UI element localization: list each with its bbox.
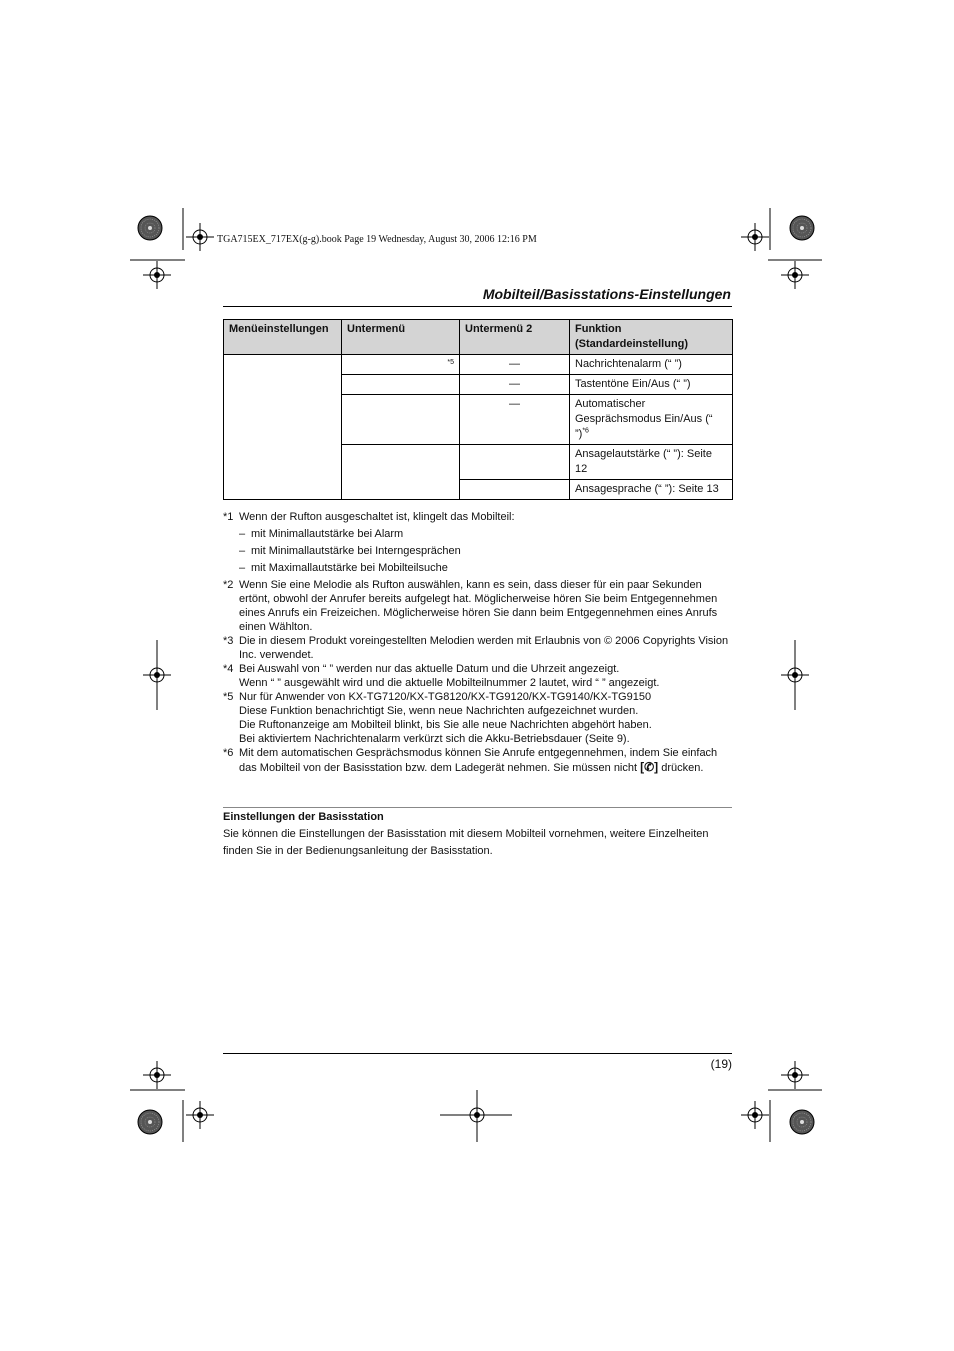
column-header-submenu2: Untermenü 2 (460, 320, 570, 355)
footnote-4 (223, 662, 733, 690)
list-item (223, 527, 733, 541)
footnote-text: Die in diesem Produkt voreingestellten Melodien werden mit Erlaubnis von © 2006 Copyrights Vision Inc. verwendet. (239, 635, 729, 661)
footnote-mark: *4 (223, 663, 234, 675)
submenu-cell (342, 355, 460, 375)
column-header-submenu: Untermenü (342, 320, 460, 355)
column-header-menu: Menüeinstellungen (224, 320, 342, 355)
list-item-text: mit Maximallautstärke bei Mobilteilsuche (251, 562, 448, 574)
footnote-line: Bei aktiviertem Nachrichtenalarm verkürzt sich die Akku-Betriebsdauer (Seite 9). (239, 733, 630, 745)
color-target-icon (138, 216, 162, 240)
bullet-dash: – (239, 545, 246, 557)
function-cell: Ansagesprache (“ ”): Seite 13 (570, 480, 733, 500)
footnote-mark: *6 (223, 747, 234, 759)
footnote-text: Wenn der Rufton ausgeschaltet ist, klingelt das Mobilteil: (239, 511, 515, 523)
footnote-line: Diese Funktion benachrichtigt Sie, wenn neue Nachrichten aufgezeichnet wurden. (239, 705, 639, 717)
footnote-text (239, 746, 733, 775)
bullet-dash: – (239, 562, 246, 574)
function-cell: Nachrichtenalarm (“ ”) (570, 355, 733, 375)
settings-table (223, 319, 733, 500)
footnote-line: Mit dem automatischen Gesprächsmodus können Sie Anrufe entgegennehmen, indem Sie einfach das Mobilteil von der Basisstation bzw. dem Ladegerät nehmen. Sie müssen nicht (239, 747, 718, 774)
crosshair-icon (143, 1061, 171, 1089)
color-target-icon (138, 1110, 162, 1134)
file-header: TGA715EX_717EX(g-g).book Page 19 Wednesday, August 30, 2006 12:16 PM (217, 234, 537, 245)
bullet-dash: – (239, 528, 246, 540)
footnote-mark: *2 (223, 579, 234, 591)
function-cell (570, 395, 733, 445)
submenu2-cell: — (460, 355, 570, 375)
footnote-line: Nur für Anwender von KX-TG7120/KX-TG8120/KX-TG9120/KX-TG9140/KX-TG9150 (239, 691, 652, 703)
footnote-3 (223, 634, 733, 662)
table-header-row (224, 320, 733, 355)
footnote-ref: *5 (447, 359, 454, 366)
footnote-1 (223, 510, 733, 524)
footnote-line: Die Ruftonanzeige am Mobilteil blinkt, bis Sie alle neue Nachrichten abgehört haben. (239, 719, 652, 731)
footer-rule (223, 1053, 732, 1054)
footnote-text (239, 690, 733, 746)
footnote-mark: *1 (223, 511, 234, 523)
list-item-text: mit Minimallautstärke bei Interngesprächen (251, 545, 461, 557)
color-target-icon (790, 1110, 814, 1134)
talk-key-icon: [✆] (640, 760, 659, 774)
table-row (224, 355, 733, 375)
submenu-cell (342, 395, 460, 445)
page-number: (19) (710, 1057, 732, 1071)
submenu2-cell (460, 445, 570, 480)
crosshair-icon (741, 223, 769, 251)
submenu2-cell (460, 480, 570, 500)
function-cell: Tastentöne Ein/Aus (“ ”) (570, 375, 733, 395)
list-item (223, 544, 733, 558)
crosshair-icon (186, 1101, 214, 1129)
submenu-cell (342, 375, 460, 395)
submenu2-cell: — (460, 395, 570, 445)
crosshair-icon (143, 261, 171, 289)
submenu2-cell: — (460, 375, 570, 395)
list-item-text: mit Minimallautstärke bei Alarm (251, 528, 404, 540)
footnote-2 (223, 578, 733, 634)
menu-cell (224, 355, 342, 500)
footnote-line: drücken. (661, 762, 704, 774)
footnote-text (239, 662, 733, 690)
footnote-6 (223, 746, 733, 775)
list-item (223, 561, 733, 575)
footnote-line: Wenn “ ” ausgewählt wird und die aktuelle Mobilteilnummer 2 lautet, wird “ ” angezeigt. (239, 677, 660, 689)
footnotes (223, 510, 733, 775)
section-title: Mobilteil/Basisstations-Einstellungen (482, 286, 731, 302)
crosshair-icon (186, 223, 214, 251)
footnote-line: Bei Auswahl von “ ” werden nur das aktuelle Datum und die Uhrzeit angezeigt. (239, 663, 620, 675)
section-divider (223, 807, 732, 808)
submenu-cell (342, 445, 460, 500)
footnote-5 (223, 690, 733, 746)
header-rule (223, 306, 732, 307)
crosshair-icon (781, 1061, 809, 1089)
function-cell: Ansagelautstärke (“ ”): Seite 12 (570, 445, 733, 480)
footnote-text: Wenn Sie eine Melodie als Rufton auswählen, kann es sein, dass dieser für ein paar Sekunden ertönt, obwohl der Anrufer bereits aufgelegt hat. Möglicherweise hören Sie beim Entgegennehmen eines Anrufs ein Freizeichen. Möglicherweise hören Sie dann beim Entgegennehmen eines Anrufs einen Wählton. (239, 579, 718, 633)
color-target-icon (790, 216, 814, 240)
footnote-mark: *5 (223, 691, 234, 703)
function-text: Automatischer Gesprächsmodus Ein/Aus (“ ”) (575, 398, 713, 440)
column-header-function: Funktion (Standardeinstellung) (570, 320, 733, 355)
crosshair-icon (781, 261, 809, 289)
footnote-ref: *6 (582, 427, 589, 435)
footnote-mark: *3 (223, 635, 234, 647)
base-settings-text: Sie können die Einstellungen der Basisstation mit diesem Mobilteil vornehmen, weitere Einzelheiten finden Sie in der Bedienungsanleitung der Basisstation. (223, 828, 709, 857)
crosshair-icon (741, 1101, 769, 1129)
base-settings-heading: Einstellungen der Basisstation (223, 811, 384, 823)
